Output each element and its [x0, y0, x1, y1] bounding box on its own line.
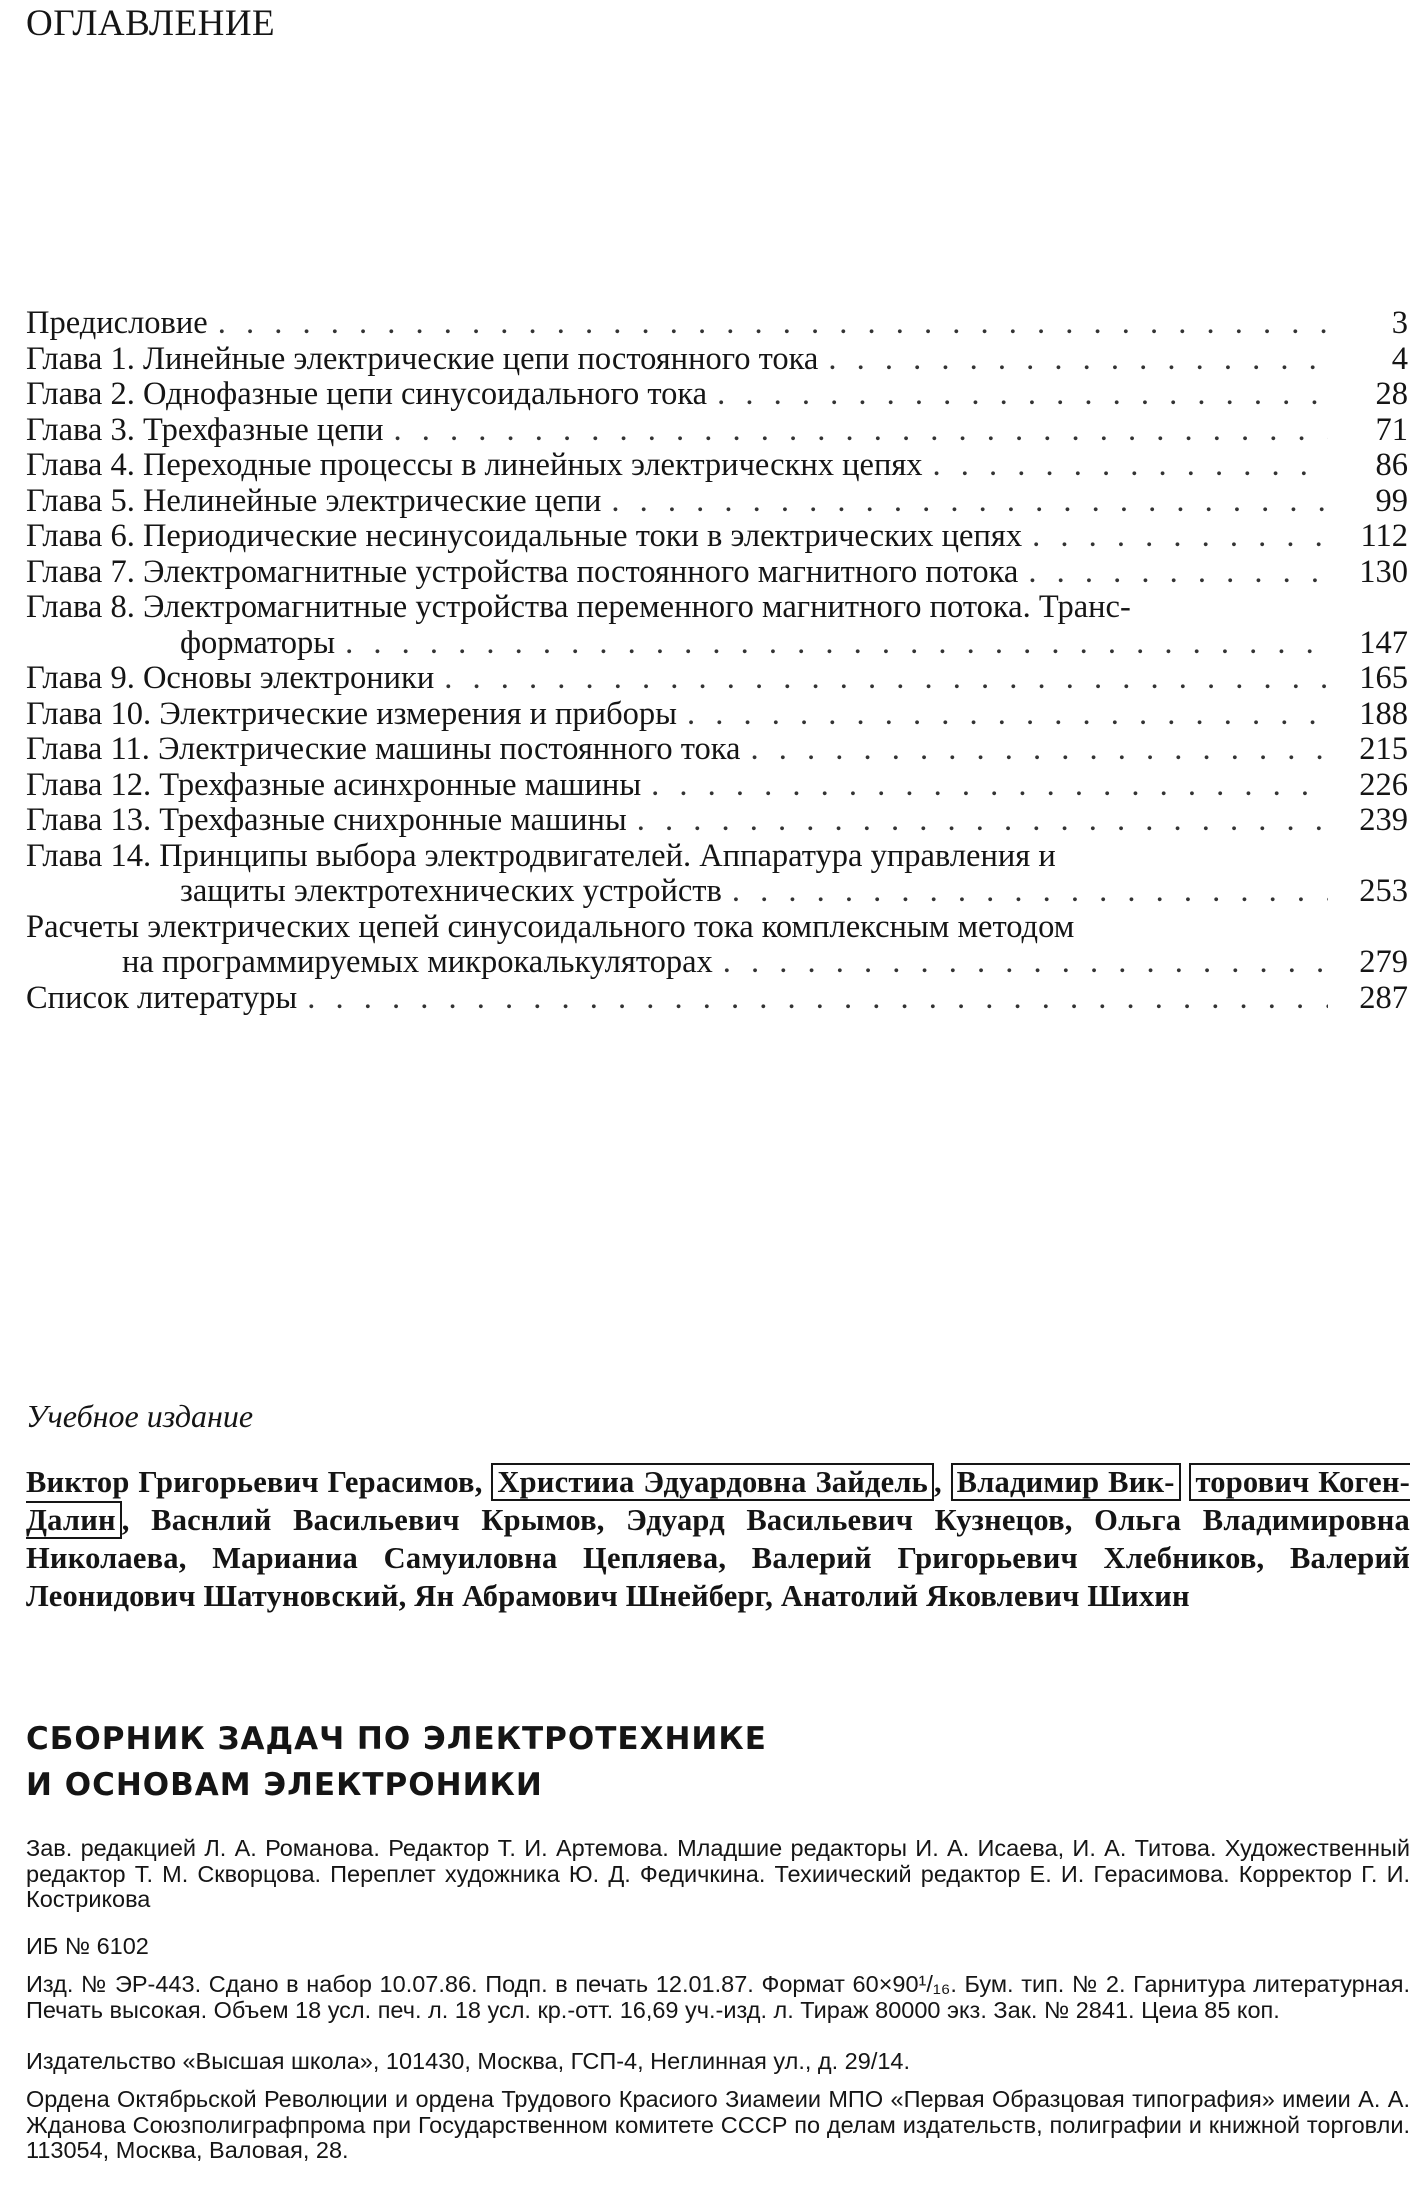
toc-entry-label: Глава 10. Электрические измерения и приборы: [26, 695, 677, 732]
book-title: [26, 1716, 767, 1808]
toc-page-number: 3: [1391, 305, 1408, 341]
edition-type: Учебное издание: [26, 1398, 254, 1434]
toc-entry-chapter-3[interactable]: [26, 413, 1408, 449]
author-name-deceased: Владимир Вик-: [951, 1463, 1181, 1501]
book-title-line-1: СБОРНИК ЗАДАЧ ПО ЭЛЕКТРОТЕХНИКЕ: [26, 1721, 767, 1757]
toc-entry-chapter-6[interactable]: [26, 519, 1408, 555]
toc-entry-label: Глава 8. Электромагнитные устройства переменного магнитного потока. Транс-: [26, 589, 1131, 625]
dot-leader: [1032, 519, 1328, 555]
author-name-deceased: Христииа Эдуардовна Зайдель: [491, 1463, 934, 1501]
toc-page-number: 71: [1375, 411, 1408, 448]
dot-leader: [651, 768, 1328, 804]
dot-leader: [345, 626, 1328, 662]
dot-leader: [723, 945, 1328, 981]
dot-leader: [750, 732, 1328, 768]
toc-entry-label: Глава 1. Линейные электрические цепи постоянного тока: [26, 340, 819, 377]
toc-page-number: 279: [1359, 944, 1408, 980]
toc-page-number: 253: [1359, 873, 1408, 909]
toc-page-number: 215: [1359, 731, 1408, 767]
author-name: Виктор Григорьевич Герасимов,: [26, 1465, 483, 1499]
dot-leader: [307, 981, 1328, 1017]
toc-entry-label: Глава 5. Нелинейные электрические цепи: [26, 482, 602, 519]
dot-leader: [637, 803, 1328, 839]
printer-details: Ордена Октябрьской Революции и ордена Трудового Красиого Зиамеии МПО «Первая Образцовая типография» имеии А. А. Жданова Союзполиграфпрома при Государственном комитете СССР по делам издательств, полиграфии и книжной торговли. 113054, Москва, Валовая, 28.: [26, 2086, 1410, 2163]
toc-entry-label-continuation: на программируемых микрокалькуляторах: [122, 944, 713, 980]
editorial-staff: Зав. редакцией Л. А. Романова. Редактор Т. И. Артемова. Младшие редакторы И. А. Исаева, И. А. Титова. Художественный редактор Т. М. Скворцова. Переплет художника Ю. Д. Федичкина. Техиический редактор Е. И. Герасимова. Корректор Г. И. Кострикова: [26, 1835, 1410, 1912]
toc-entry-chapter-14[interactable]: [26, 839, 1408, 875]
dot-leader: [218, 306, 1328, 342]
toc-entry-label: Глава 4. Переходные процессы в линейных электрическнх цепях: [26, 447, 923, 483]
toc-entry-chapter-13[interactable]: [26, 803, 1408, 839]
toc-page-number: 188: [1359, 695, 1408, 732]
publication-details: Изд. № ЭР-443. Сдано в набор 10.07.86. Подп. в печать 12.01.87. Формат 60×90¹/₁₆. Бум. тип. № 2. Гарнитура литературная. Печать высокая. Объем 18 усл. печ. л. 18 усл. кр.-отт. 16,69 уч.-изд. л. Тираж 80000 экз. Зак. № 2841. Цеиа 85 коп.: [26, 1971, 1410, 2023]
dot-leader: [687, 697, 1328, 733]
author-name-deceased-continuation: торович Коген-Далин: [26, 1465, 1411, 1537]
toc-entry-chapter-1[interactable]: [26, 342, 1408, 378]
toc-entry-label: Глава 11. Электрические машины постоянного тока: [26, 731, 741, 767]
dot-leader: [933, 448, 1328, 484]
toc-entry-label: Глава 9. Основы электроники: [26, 660, 435, 696]
toc-entry-label: Глава 13. Трехфазные снихронные машины: [26, 802, 627, 838]
dot-leader: [611, 484, 1328, 520]
toc-page-number: 86: [1375, 447, 1408, 483]
toc-entry-label: Предисловие: [26, 305, 208, 341]
toc-entry-label: Глава 6. Периодические несинусоидальные токи в электрических цепях: [26, 518, 1023, 554]
toc-entry-chapter-5[interactable]: [26, 484, 1408, 520]
toc-entry-references[interactable]: [26, 981, 1408, 1017]
dot-leader: [444, 661, 1328, 697]
dot-leader: [732, 874, 1328, 910]
toc-entry-label: Расчеты электрических цепей синусоидального тока комплексным методом: [26, 908, 1075, 945]
toc-entry-chapter-12[interactable]: [26, 768, 1408, 804]
toc-page-number: 99: [1375, 482, 1408, 519]
toc-entry-chapter-11[interactable]: [26, 732, 1408, 768]
ib-number: ИБ № 6102: [26, 1933, 149, 1959]
toc-page-number: 226: [1359, 766, 1408, 803]
toc-entry-chapter-10[interactable]: [26, 697, 1408, 733]
toc-entry-chapter-7[interactable]: [26, 555, 1408, 591]
toc-entry-label: Глава 2. Однофазные цепи синусоидального тока: [26, 376, 708, 412]
toc-page-number: 28: [1375, 376, 1408, 412]
toc-entry-chapter-8-continuation[interactable]: [26, 626, 1408, 662]
toc-entry-label: Глава 12. Трехфазные асинхронные машины: [26, 766, 642, 803]
dot-leader: [1028, 555, 1328, 591]
dot-leader: [828, 342, 1328, 378]
toc-entry-chapter-14-continuation[interactable]: [26, 874, 1408, 910]
toc-page-number: 239: [1359, 802, 1408, 838]
dot-leader: [717, 377, 1328, 413]
table-of-contents: [26, 306, 1408, 1016]
toc-page-number: 130: [1359, 553, 1408, 590]
toc-entry-label: Глава 14. Принципы выбора электродвигателей. Аппаратура управления и: [26, 837, 1056, 874]
dot-leader: [394, 413, 1328, 449]
toc-entry-chapter-4[interactable]: [26, 448, 1408, 484]
toc-entry-chapter-2[interactable]: [26, 377, 1408, 413]
toc-entry-label-continuation: защиты электротехнических устройств: [180, 873, 722, 909]
toc-page-number: 287: [1359, 979, 1408, 1016]
authors-list: Виктор Григорьевич Герасимов, Христииа Эдуардовна Зайдель , Владимир Вик- торович Коген-Далин , Васнлий Васильевич Крымов, Эдуард Васильевич Кузнецов, Ольга Владимировна Николаева, Марианиа Самуиловна Цепляева, Валерий Григорьевич Хлебников, Валерий Леонидович Шатуновский, Ян Абрамович Шнейберг, Анатолий Яковлевич Шихин: [26, 1465, 1411, 1613]
toc-entry-preface[interactable]: [26, 306, 1408, 342]
toc-page-number: 147: [1359, 624, 1408, 661]
toc-page-number: 112: [1360, 518, 1408, 554]
toc-page-number: 4: [1391, 340, 1408, 377]
toc-entry-label-continuation: форматоры: [180, 624, 336, 661]
page-title: ОГЛАВЛЕНИЕ: [26, 3, 276, 44]
toc-page-number: 165: [1359, 660, 1408, 696]
toc-entry-label: Список литературы: [26, 979, 298, 1016]
toc-entry-label: Глава 3. Трехфазные цепи: [26, 411, 384, 448]
publisher-address: Издательство «Высшая школа», 101430, Москва, ГСП-4, Неглинная ул., д. 29/14.: [26, 2048, 911, 2074]
toc-entry-calculations-continuation[interactable]: [26, 945, 1408, 981]
remaining-authors: , Васнлий Васильевич Крымов, Эдуард Васильевич Кузнецов, Ольга Владимировна Николаева, Марианиа Самуиловна Цепляева, Валерий Григорьевич Хлебников, Валерий Леонидович Шатуновский, Ян Абрамович Шнейберг, Анатолий Яковлевич Шихин: [26, 1503, 1410, 1613]
toc-entry-chapter-8[interactable]: [26, 590, 1408, 626]
book-title-line-2: И ОСНОВАМ ЭЛЕКТРОНИКИ: [26, 1767, 543, 1803]
toc-entry-label: Глава 7. Электромагнитные устройства постоянного магнитного потока: [26, 553, 1019, 590]
toc-entry-chapter-9[interactable]: [26, 661, 1408, 697]
toc-entry-calculations[interactable]: [26, 910, 1408, 946]
